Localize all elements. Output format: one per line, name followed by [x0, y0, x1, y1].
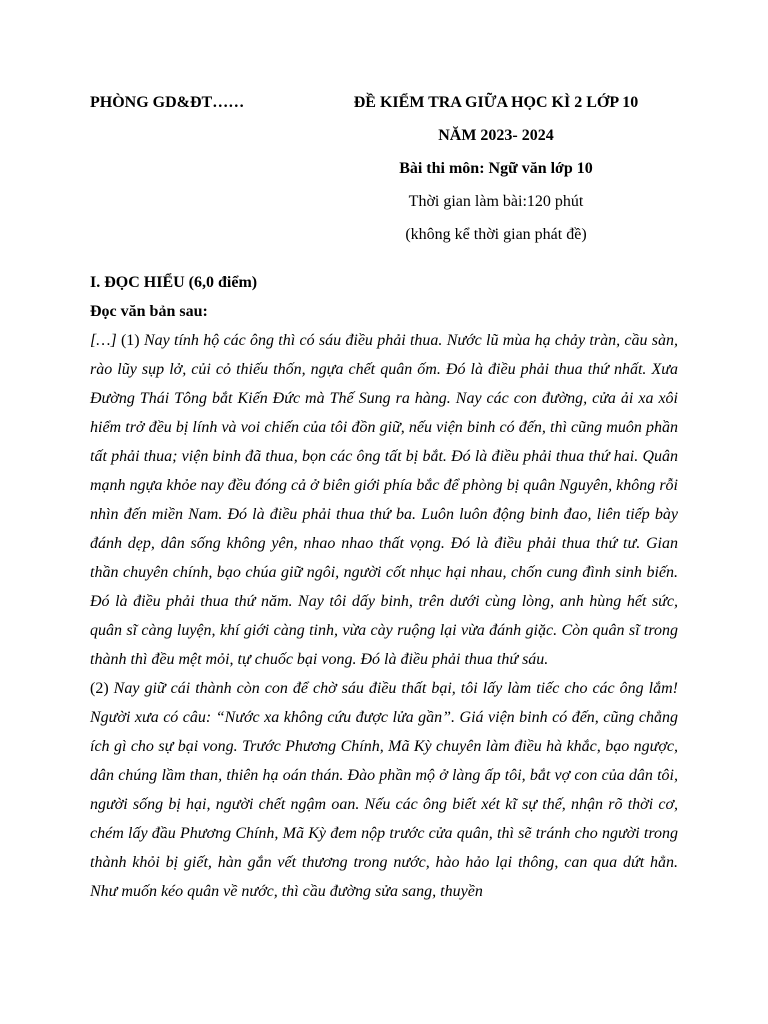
exam-header [306, 93, 686, 258]
passage-paragraph-2 [90, 674, 678, 906]
exam-duration-note: (không kể thời gian phát đề) [405, 226, 587, 243]
department-name: PHÒNG GD&ĐT…… [90, 94, 245, 111]
paragraph-text-1: Nay tính hộ các ông thì có sáu điều phải thua. Nước lũ mùa hạ chảy tràn, cầu sàn, rào lũy sụp lở, củi cỏ thiếu thốn, ngựa chết quân ốm. Đó là điều phải thua thứ nhất. Xưa Đường Thái Tông bắt Kiến Đức mà Thế Sung ra hàng. Nay các con đường, cửa ải xa xôi hiểm trở đều bị lính và voi chiến của tôi đồn giữ, nếu viện binh có đến, thì cũng muôn phần tất phải thua; viện binh đã thua, bọn các ông tất bị bắt. Đó là điều phải thua thứ hai. Quân mạnh ngựa khỏe nay đều đóng cả ở biên giới phía bắc để phòng bị quân Nguyên, không rỗi nhìn đến miền Nam. Đó là điều phải thua thứ ba. Luôn luôn động binh đao, liên tiếp bày đánh dẹp, dân sống không yên, nhao nhao thất vọng. Đó là điều phải thua thứ tư. Gian thần chuyên chính, bạo chúa giữ ngôi, người cốt nhục hại nhau, chốn cung đình sinh biến. Đó là điều phải thua thứ năm. Nay tôi dấy binh, trên dưới cùng lòng, anh hùng hết sức, quân sĩ càng luyện, khí giới càng tinh, vừa cày ruộng lại vừa đánh giặc. Còn quân sĩ trong thành thì đều mệt mỏi, tự chuốc bại vong. Đó là điều phải thua thứ sáu. [90, 332, 679, 668]
passage-ellipsis: […] [90, 332, 117, 349]
exam-duration: Thời gian làm bài:120 phút [408, 193, 584, 210]
paragraph-number-2: (2) [90, 680, 114, 697]
exam-title: ĐỀ KIỂM TRA GIỮA HỌC KÌ 2 LỚP 10 [353, 94, 639, 111]
paragraph-text-2: Nay giữ cái thành còn con để chờ sáu điều thất bại, tôi lấy làm tiếc cho các ông lắm! Người xưa có câu: “Nước xa không cứu được lửa gần”. Giá viện binh có đến, cũng chẳng ích gì cho sự bại vong. Trước Phương Chính, Mã Kỳ chuyên làm điều hà khắc, bạo ngược, dân chúng lầm than, thiên hạ oán thán. Đào phần mộ ở làng ấp tôi, bắt vợ con của dân tôi, người sống bị hại, người chết ngậm oan. Nếu các ông biết xét kĩ sự thế, nhận rõ thời cơ, chém lấy đầu Phương Chính, Mã Kỳ đem nộp trước cửa quân, thì sẽ tránh cho người trong thành khỏi bị giết, hàn gắn vết thương trong nước, hào hảo lại thông, can qua dứt hẳn. Như muốn kéo quân về nước, thì cầu đường sửa sang, thuyền [90, 680, 679, 900]
exam-body [90, 268, 678, 906]
section-instruction: Đọc văn bản sau: [90, 303, 208, 320]
section-title: I. ĐỌC HIỂU (6,0 điểm) [90, 274, 258, 291]
exam-subject: Bài thi môn: Ngữ văn lớp 10 [399, 160, 593, 177]
passage-paragraph-1 [90, 326, 678, 674]
school-year: NĂM 2023- 2024 [438, 127, 554, 144]
paragraph-number-1: (1) [116, 332, 144, 349]
